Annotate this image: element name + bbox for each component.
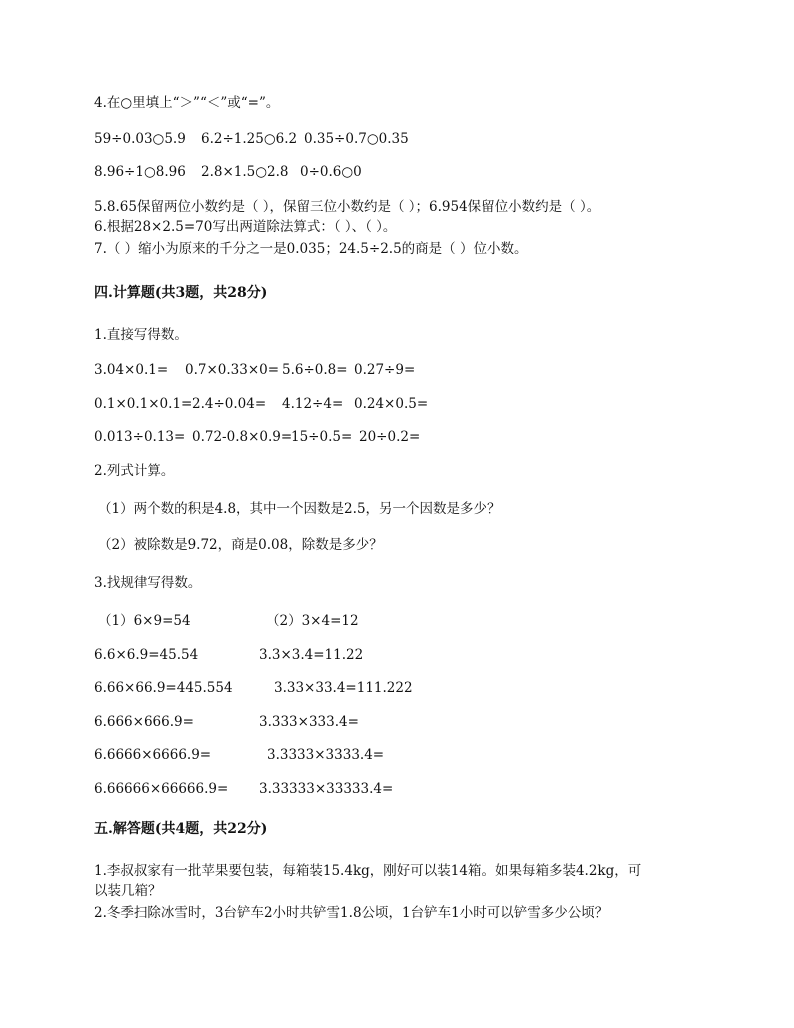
pattern-item: 6.6666×6666.9= [94,747,212,763]
section-5-heading: 五.解答题(共4题，共22分) [94,821,268,837]
calc-q3-title: 3.找规律写得数。 [94,575,202,591]
calc-item: 0.24×0.5= [354,396,429,412]
calc-item: 0.27÷9= [354,362,416,378]
calc-q2-b: （2）被除数是9.72，商是0.08，除数是多少？ [98,537,383,553]
calc-item: 20÷0.2= [359,429,421,445]
calc-item: 0.7×0.33×0= [185,362,280,378]
calc-item: 4.12÷4= [282,396,344,412]
q6: 6.根据28×2.5=70写出两道除法算式：（ ）、（ ）。 [94,219,397,235]
pattern-item: 3.333×333.4= [259,714,359,730]
q4-item: 2.8×1.5○2.8 [201,164,289,180]
pattern-item: 6.6×6.9=45.54 [94,647,199,663]
q4-title: 4.在○里填上“＞”“＜”或“=”。 [94,95,280,111]
calc-item: 0.013÷0.13= [94,429,186,445]
q4-item: 0.35÷0.7○0.35 [304,131,409,147]
calc-q2-a: （1）两个数的积是4.8，其中一个因数是2.5，另一个因数是多少？ [98,501,501,517]
pattern-item: 3.3333×3333.4= [267,747,385,763]
pattern-item: 3.33×33.4=111.222 [274,680,413,696]
q5: 5.8.65保留两位小数约是（ ），保留三位小数约是（ ）；6.954保留位小数约是（ ）。 [94,199,601,215]
calc-item: 0.72-0.8×0.9= [192,429,293,445]
solve-q1-line-2: 以装几箱？ [94,883,162,899]
calc-item: 3.04×0.1= [94,362,169,378]
q4-item: 6.2÷1.25○6.2 [201,131,298,147]
section-4-heading: 四.计算题(共3题，共28分) [94,285,268,301]
pattern-item: 6.666×666.9= [94,714,194,730]
q4-item: 59÷0.03○5.9 [94,131,186,147]
pattern-item: 3.33333×33333.4= [259,781,394,797]
calc-item: 2.4÷0.04= [192,396,267,412]
q7: 7.（ ）缩小为原来的千分之一是0.035；24.5÷2.5的商是（ ）位小数。 [94,241,528,257]
q4-item: 8.96÷1○8.96 [94,164,186,180]
solve-q2: 2.冬季扫除冰雪时，3台铲车2小时共铲雪1.8公顷，1台铲车1小时可以铲雪多少公顷？ [94,905,609,921]
pattern-item: 6.66666×66666.9= [94,781,229,797]
pattern-item: 3.3×3.4=11.22 [259,647,364,663]
calc-item: 5.6÷0.8= [282,362,348,378]
pattern-item: 6.66×66.9=445.554 [94,680,233,696]
pattern-item: （1）6×9=54 [98,613,191,629]
calc-item: 15÷0.5= [291,429,353,445]
calc-item: 0.1×0.1×0.1= [94,396,193,412]
solve-q1-line-1: 1.李叔叔家有一批苹果要包装，每箱装15.4kg，刚好可以装14箱。如果每箱多装4.2kg，可 [94,863,642,879]
calc-q1-title: 1.直接写得数。 [94,327,188,343]
q4-item: 0÷0.6○0 [300,164,362,180]
calc-q2-title: 2.列式计算。 [94,463,175,479]
pattern-item: （2）3×4=12 [266,613,359,629]
